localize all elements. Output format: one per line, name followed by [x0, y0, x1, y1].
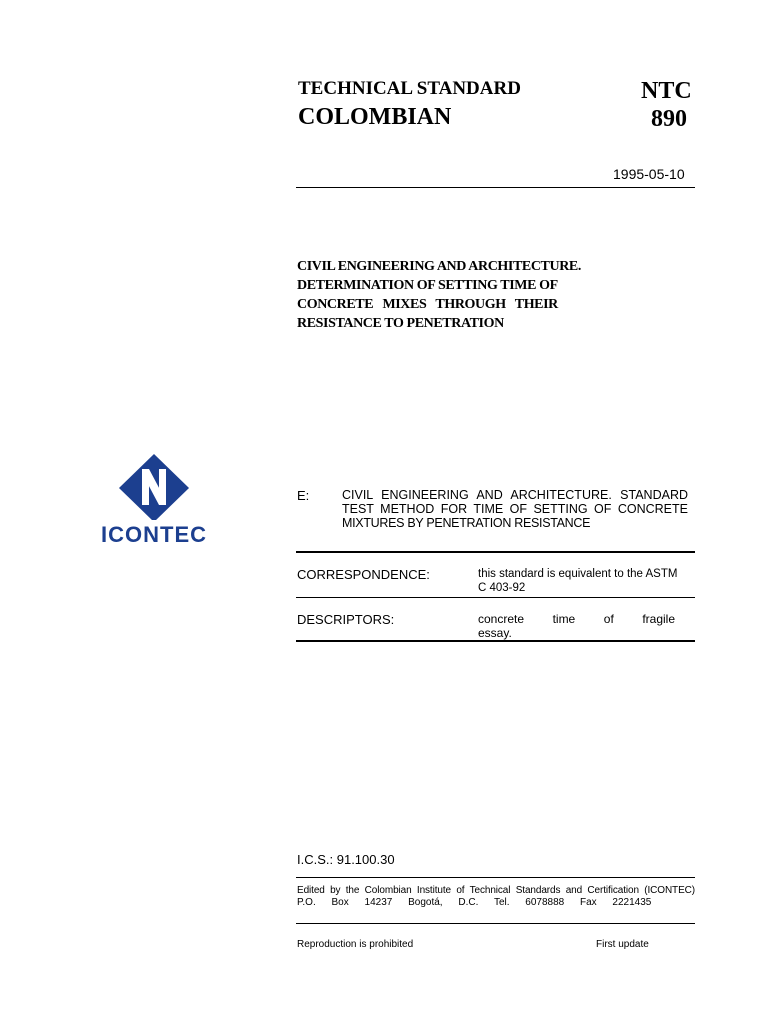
- standard-type-line1: TECHNICAL STANDARD: [298, 78, 521, 99]
- title-line-4: RESISTANCE TO PENETRATION: [297, 316, 504, 331]
- correspondence-label: CORRESPONDENCE:: [297, 567, 430, 582]
- descriptors-label: DESCRIPTORS:: [297, 612, 395, 627]
- english-title-label: E:: [297, 488, 310, 503]
- edited-by: [297, 885, 695, 909]
- logo-text: ICONTEC: [101, 522, 207, 547]
- standard-code-number: 890: [651, 106, 687, 132]
- title-line-1: CIVIL ENGINEERING AND ARCHITECTURE.: [297, 259, 581, 274]
- icontec-logo: [96, 450, 212, 550]
- english-title-line-1: CIVIL ENGINEERING AND ARCHITECTURE. STANDARD: [342, 488, 688, 502]
- correspondence-top-divider: [296, 551, 695, 553]
- standard-type-line2: COLOMBIAN: [298, 104, 452, 130]
- header-divider: [296, 187, 695, 188]
- document-title: [297, 257, 602, 333]
- edited-by-line-2: P.O. Box 14237 Bogotá, D.C. Tel. 6078888 Fax 2221435: [297, 897, 652, 908]
- correspondence-bottom-divider: [296, 597, 695, 598]
- ics-divider: [296, 877, 695, 878]
- update-notice: First update: [596, 939, 649, 950]
- english-title: [342, 488, 688, 530]
- correspondence-line-2: C 403-92: [478, 582, 526, 594]
- descriptors-value: [478, 612, 675, 640]
- english-title-line-2: TEST METHOD FOR TIME OF SETTING OF CONCRETE: [342, 502, 688, 516]
- ics-code: I.C.S.: 91.100.30: [297, 852, 395, 867]
- title-line-2: DETERMINATION OF SETTING TIME OF: [297, 278, 558, 293]
- english-title-line-3: MIXTURES BY PENETRATION RESISTANCE: [342, 516, 591, 530]
- icontec-n-icon: [96, 450, 212, 520]
- correspondence-line-1: this standard is equivalent to the ASTM: [478, 568, 678, 580]
- standard-date: 1995-05-10: [613, 166, 685, 182]
- standard-code-prefix: NTC: [641, 78, 692, 104]
- descriptors-bottom-divider: [296, 640, 695, 642]
- descriptors-line-1: concrete time of fragile: [478, 612, 675, 626]
- reproduction-notice: Reproduction is prohibited: [297, 939, 414, 950]
- correspondence-value: [478, 567, 696, 595]
- footer-divider: [296, 923, 695, 924]
- edited-by-line-1: Edited by the Colombian Institute of Technical Standards and Certification (ICONTEC): [297, 885, 695, 896]
- title-line-3: CONCRETE MIXES THROUGH THEIR: [297, 297, 558, 312]
- descriptors-line-2: essay.: [478, 626, 512, 640]
